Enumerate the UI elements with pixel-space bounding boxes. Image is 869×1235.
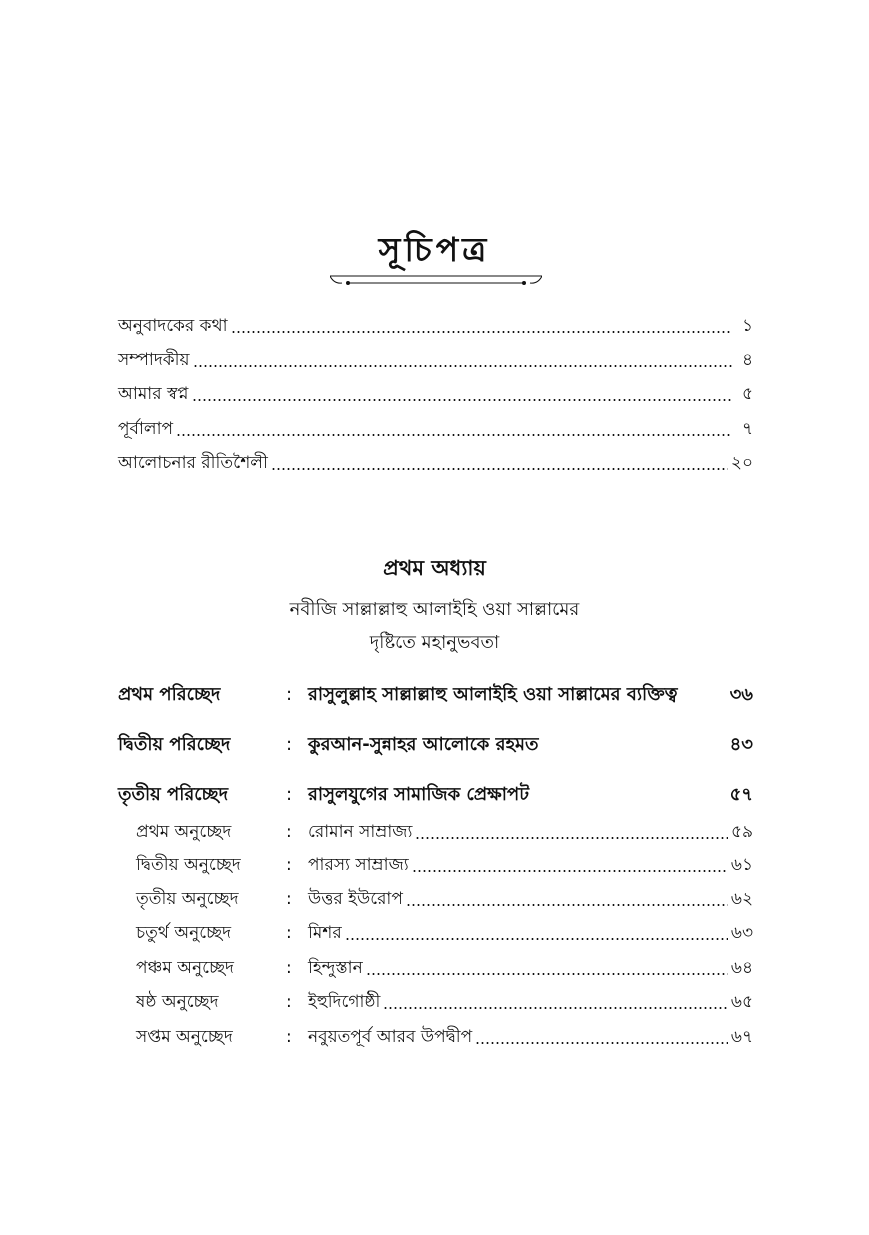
subsection-colon: : xyxy=(286,822,292,842)
toc-page-number: ৪ xyxy=(741,350,753,370)
chapter-subtitle-line1: নবীজি সাল্লাল্লাহু আলাইহি ওয়া সাল্লামের xyxy=(289,599,580,620)
toc-row-my-dream[interactable] xyxy=(118,381,753,407)
dot-leader xyxy=(406,904,728,906)
chapter-title: প্রথম অধ্যায় xyxy=(383,556,486,580)
subsection-colon: : xyxy=(286,958,292,978)
toc-page-number: ২০ xyxy=(730,453,753,473)
toc-page-number: ৫ xyxy=(741,384,753,404)
subsection-title: উত্তর ইউরোপ xyxy=(308,889,403,909)
subsection-page-number: ৬৩ xyxy=(730,923,753,943)
subsection-colon: : xyxy=(286,855,292,875)
subsection-label: দ্বিতীয় অনুচ্ছেদ xyxy=(136,855,241,875)
page-title: সূচিপত্র xyxy=(378,230,491,269)
dot-leader xyxy=(475,1042,728,1044)
subsection-colon: : xyxy=(286,1027,292,1047)
subsection-label: পঞ্চম অনুচ্ছেদ xyxy=(136,958,234,978)
toc-row-method[interactable] xyxy=(118,450,753,476)
subsection-page-number: ৬১ xyxy=(730,855,753,875)
subsection-title: মিশর xyxy=(308,923,342,943)
subsection-page-number: ৬৪ xyxy=(730,958,753,978)
section-label: দ্বিতীয় পরিচ্ছেদ xyxy=(118,734,231,755)
subsection-row-1[interactable] xyxy=(136,819,753,845)
toc-label: আলোচনার রীতিশৈলী xyxy=(118,453,268,473)
section-label: তৃতীয় পরিচ্ছেদ xyxy=(118,784,229,805)
dot-leader xyxy=(415,837,727,839)
toc-label: আমার স্বপ্ন xyxy=(118,384,189,404)
subsection-colon: : xyxy=(286,992,292,1012)
dot-leader xyxy=(193,365,732,367)
subsection-page-number: ৬২ xyxy=(730,889,753,909)
section-row-3[interactable] xyxy=(118,780,753,810)
dot-leader xyxy=(366,973,728,975)
subsection-row-5[interactable] xyxy=(136,955,753,981)
section-colon: : xyxy=(286,734,293,755)
subsection-row-6[interactable] xyxy=(136,989,753,1015)
section-label: প্রথম পরিচ্ছেদ xyxy=(118,684,221,705)
section-page-number: ৪৩ xyxy=(729,734,753,755)
subsection-page-number: ৬৭ xyxy=(730,1027,753,1047)
subsection-label: ষষ্ঠ অনুচ্ছেদ xyxy=(136,992,219,1012)
toc-label: সম্পাদকীয় xyxy=(118,350,190,370)
section-row-1[interactable] xyxy=(118,680,753,710)
section-colon: : xyxy=(286,784,293,805)
section-title: রাসুলুল্লাহ সাল্লাল্লাহু আলাইহি ওয়া সাল্লামের ব্যক্তিত্ব xyxy=(308,684,678,705)
subsection-row-4[interactable] xyxy=(136,920,753,946)
subsection-row-2[interactable] xyxy=(136,852,753,878)
toc-page-number: ১ xyxy=(741,316,753,336)
title-ornament-divider xyxy=(330,272,542,288)
toc-page-number: ৭ xyxy=(741,419,753,439)
subsection-label: প্রথম অনুচ্ছেদ xyxy=(136,822,232,842)
dot-leader xyxy=(345,938,728,940)
subsection-label: চতুর্থ অনুচ্ছেদ xyxy=(136,923,232,943)
toc-row-translator-note[interactable] xyxy=(118,313,753,339)
section-title: কুরআন-সুন্নাহর আলোকে রহমত xyxy=(308,734,539,755)
dot-leader xyxy=(192,399,733,401)
subsection-title: পারস্য সাম্রাজ্য xyxy=(308,855,409,875)
section-page-number: ৩৬ xyxy=(729,684,753,705)
chapter-subtitle-line2: দৃষ্টিতে মহানুভবতা xyxy=(369,632,500,653)
subsection-label: সপ্তম অনুচ্ছেদ xyxy=(136,1027,233,1047)
toc-label: পূর্বালাপ xyxy=(118,419,174,439)
dot-leader xyxy=(383,1007,728,1009)
subsection-page-number: ৫৯ xyxy=(730,822,753,842)
subsection-title: নবুয়তপূর্ব আরব উপদ্বীপ xyxy=(308,1027,473,1047)
section-row-2[interactable] xyxy=(118,730,753,760)
dot-leader xyxy=(412,870,728,872)
subsection-title: রোমান সাম্রাজ্য xyxy=(308,822,413,842)
subsection-colon: : xyxy=(286,923,292,943)
section-title: রাসুলযুগের সামাজিক প্রেক্ষাপট xyxy=(308,784,529,805)
subsection-colon: : xyxy=(286,889,292,909)
section-colon: : xyxy=(286,684,293,705)
subsection-row-3[interactable] xyxy=(136,886,753,912)
toc-label: অনুবাদকের কথা xyxy=(118,316,228,336)
toc-row-preface[interactable] xyxy=(118,416,753,442)
subsection-page-number: ৬৫ xyxy=(730,992,753,1012)
dot-leader xyxy=(271,468,728,470)
subsection-title: ইহুদিগোষ্ঠী xyxy=(308,992,381,1012)
subsection-row-7[interactable] xyxy=(136,1024,753,1050)
subsection-title: হিন্দুস্তান xyxy=(308,958,363,978)
dot-leader xyxy=(231,331,732,333)
section-page-number: ৫৭ xyxy=(729,784,753,805)
subsection-label: তৃতীয় অনুচ্ছেদ xyxy=(136,889,239,909)
toc-row-editorial[interactable] xyxy=(118,347,753,373)
dot-leader xyxy=(176,434,732,436)
